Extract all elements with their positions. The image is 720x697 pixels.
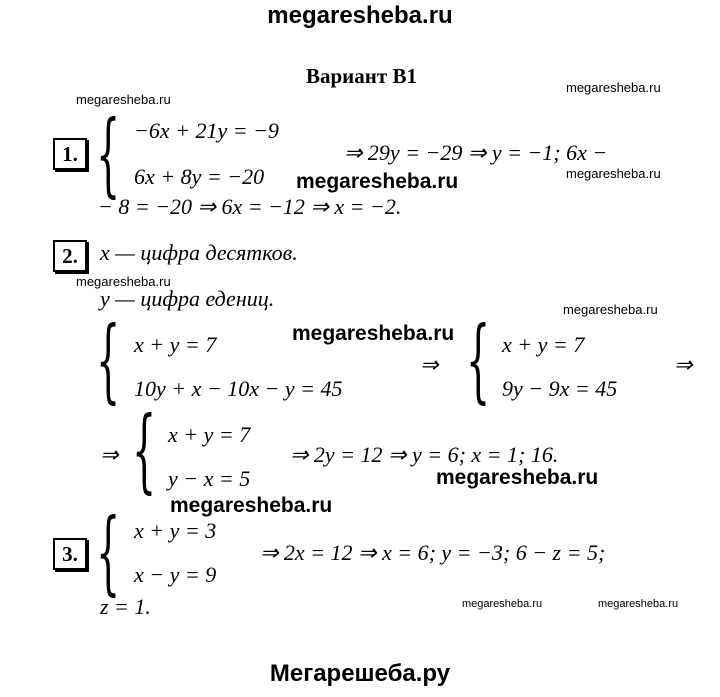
watermark-bottom: Мегарешеба.ру xyxy=(269,660,451,687)
problem-number-2: 2. xyxy=(53,240,87,272)
solution-text: z = 1. xyxy=(100,594,151,619)
implies-arrow: ⇒ xyxy=(674,352,693,377)
page-title: Вариант В1 xyxy=(306,64,417,88)
equation: 6x + 8y = −20 xyxy=(134,164,265,189)
equation: x + y = 3 xyxy=(134,518,217,543)
equation: x + y = 7 xyxy=(134,332,217,357)
watermark-small: megaresheba.ru xyxy=(566,166,661,181)
equation: −6x + 21y = −9 xyxy=(134,118,279,143)
problem-number-3: 3. xyxy=(53,538,87,570)
system-brace: { xyxy=(132,396,157,503)
equation: 9y − 9x = 45 xyxy=(502,376,618,401)
solution-text: ⇒ 2y = 12 ⇒ y = 6; x = 1; 16. xyxy=(290,442,559,467)
system-brace: { xyxy=(96,498,121,605)
equation: 10y + x − 10x − y = 45 xyxy=(134,376,343,401)
watermark-small: megaresheba.ru xyxy=(76,92,171,107)
solution-text: ⇒ 2x = 12 ⇒ x = 6; y = −3; 6 − z = 5; xyxy=(260,540,606,565)
problem-number-1: 1. xyxy=(53,138,87,170)
solution-text: − 8 = −20 ⇒ 6x = −12 ⇒ x = −2. xyxy=(98,194,402,219)
problem-text: y — цифра едениц. xyxy=(100,286,275,311)
equation: x + y = 7 xyxy=(502,332,585,357)
watermark-small: megaresheba.ru xyxy=(462,598,543,610)
system-brace: { xyxy=(466,306,491,413)
solution-text: ⇒ 29y = −29 ⇒ y = −1; 6x − xyxy=(344,140,608,165)
system-brace: { xyxy=(96,100,121,207)
watermark-small: megaresheba.ru xyxy=(598,598,679,610)
equation: y − x = 5 xyxy=(168,466,251,491)
watermark-large: megaresheba.ru xyxy=(296,170,459,193)
system-brace: { xyxy=(96,306,121,413)
watermark-large: megaresheba.ru xyxy=(170,494,333,517)
watermark-large: megaresheba.ru xyxy=(436,466,599,489)
equation: x + y = 7 xyxy=(168,422,251,447)
problem-text: x — цифра десятков. xyxy=(100,240,298,265)
watermark-small: megaresheba.ru xyxy=(76,274,171,289)
equation: x − y = 9 xyxy=(134,562,217,587)
watermark-small: megaresheba.ru xyxy=(566,80,661,95)
watermark-small: megaresheba.ru xyxy=(563,302,658,317)
watermark-top: megaresheba.ru xyxy=(267,2,453,29)
implies-arrow: ⇒ xyxy=(100,442,119,467)
watermark-large: megaresheba.ru xyxy=(292,322,455,345)
implies-arrow: ⇒ xyxy=(420,352,439,377)
